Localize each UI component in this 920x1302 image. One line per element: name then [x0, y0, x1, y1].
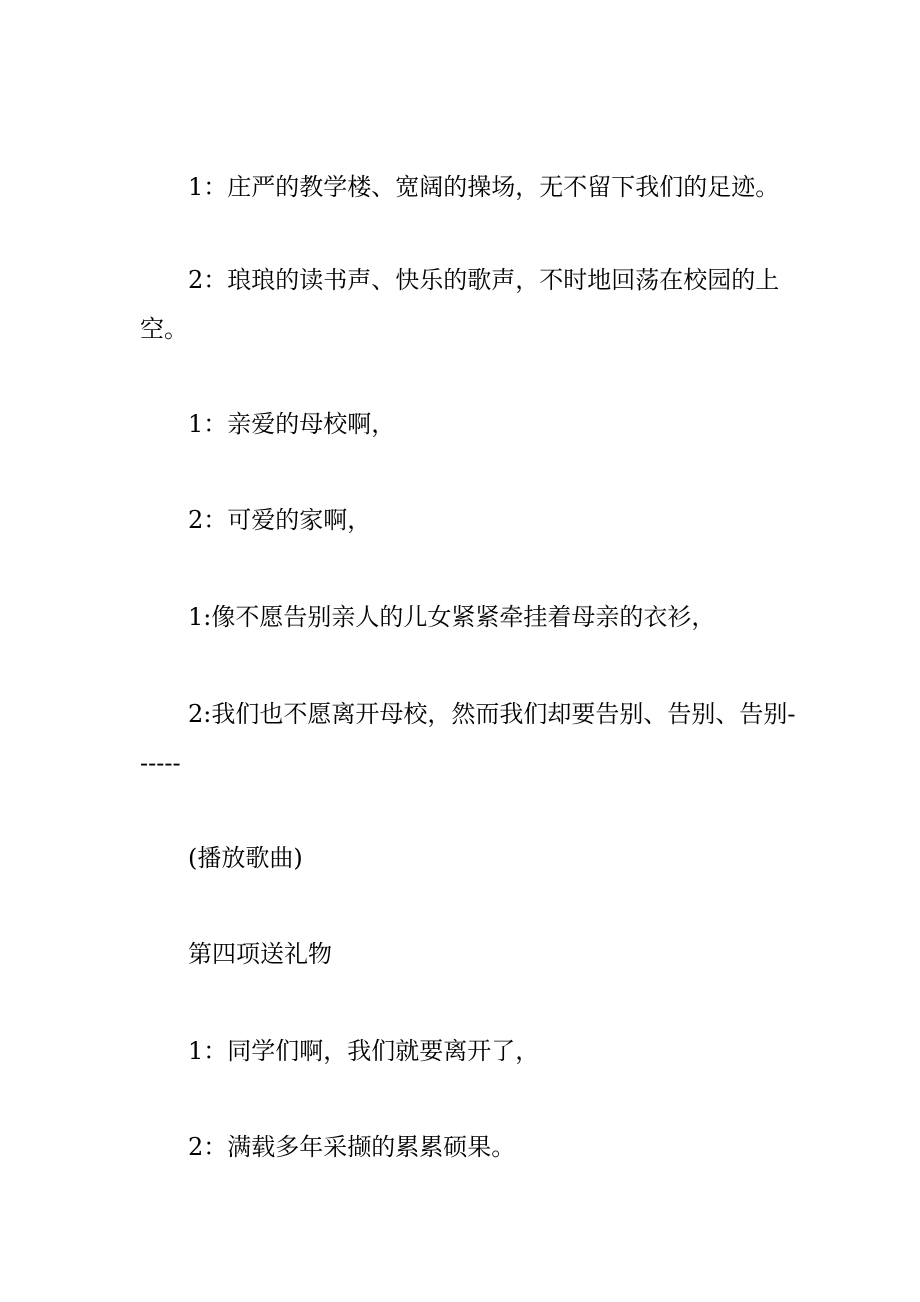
paragraph: 2:我们也不愿离开母校，然而我们却要告别、告别、告别------ [140, 700, 796, 777]
paragraph: 1：亲爱的母校啊， [188, 410, 396, 438]
paragraph: (播放歌曲) [188, 844, 303, 872]
paragraph: 2：可爱的家啊， [188, 506, 372, 534]
paragraph: 1：庄严的教学楼、宽阔的操场，无不留下我们的足迹。 [188, 173, 780, 201]
paragraph: 2：满载多年采撷的累累硕果。 [188, 1133, 516, 1161]
paragraph: 1：同学们啊，我们就要离开了， [188, 1037, 540, 1065]
section-heading: 第四项送礼物 [188, 940, 332, 968]
paragraph: 1:像不愿告别亲人的儿女紧紧牵挂着母亲的衣衫， [188, 603, 716, 631]
paragraph: 2：琅琅的读书声、快乐的歌声，不时地回荡在校园的上空。 [140, 266, 780, 343]
